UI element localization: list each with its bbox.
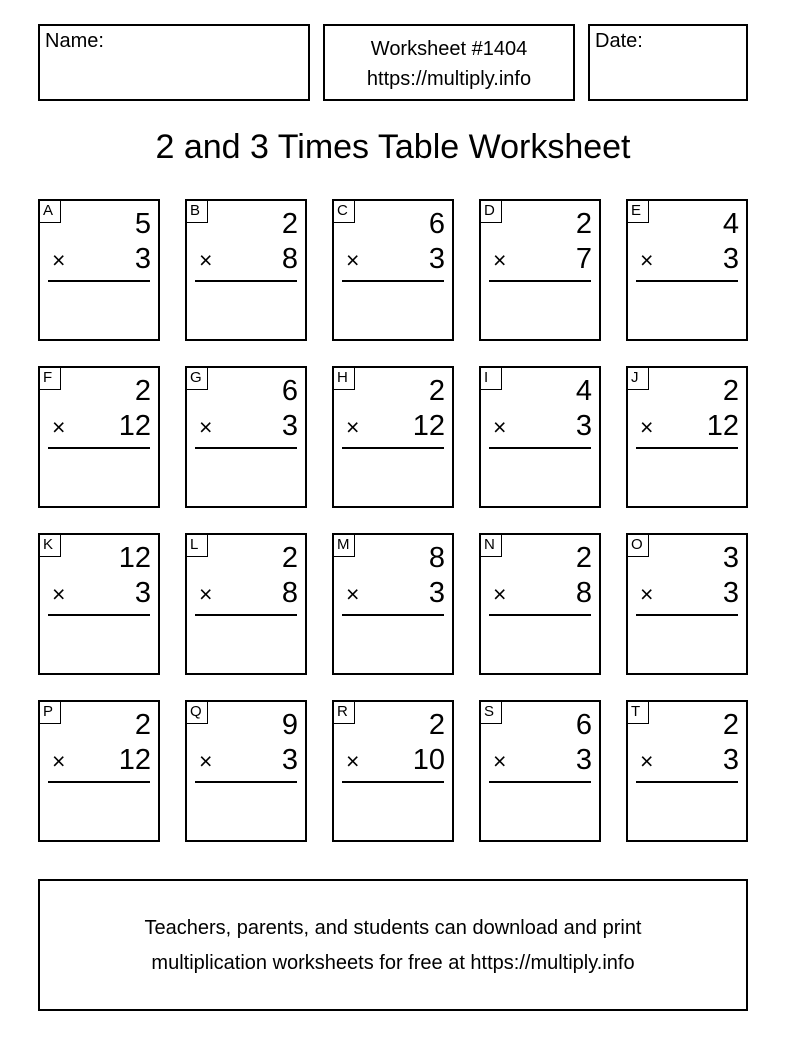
multiplier: 3	[134, 243, 151, 275]
multiplicand: 2	[722, 709, 739, 741]
problem-card[interactable]	[479, 366, 601, 508]
multiply-sign-icon: ×	[52, 581, 66, 607]
multiplier: 12	[706, 410, 739, 442]
problem-letter: L	[187, 535, 208, 557]
answer-line	[48, 280, 150, 282]
multiplicand: 6	[575, 709, 592, 741]
worksheet-number: Worksheet #1404	[370, 38, 528, 60]
problem-card[interactable]	[332, 533, 454, 675]
problem-card[interactable]	[332, 199, 454, 341]
problem-card[interactable]	[185, 533, 307, 675]
answer-line	[636, 781, 738, 783]
name-label: Name:	[45, 30, 104, 52]
multiplicand: 3	[722, 542, 739, 574]
answer-line	[636, 614, 738, 616]
multiplicand: 2	[575, 542, 592, 574]
multiplicand: 8	[428, 542, 445, 574]
multiplier: 3	[722, 243, 739, 275]
multiplier: 12	[118, 744, 151, 776]
answer-line	[489, 614, 591, 616]
answer-line	[342, 781, 444, 783]
multiply-sign-icon: ×	[493, 414, 507, 440]
problem-letter: B	[187, 201, 208, 223]
multiply-sign-icon: ×	[493, 247, 507, 273]
problem-card[interactable]	[38, 700, 160, 842]
multiply-sign-icon: ×	[346, 414, 360, 440]
problem-card[interactable]	[626, 700, 748, 842]
problem-card[interactable]	[479, 533, 601, 675]
multiplicand: 2	[722, 375, 739, 407]
multiplicand: 4	[722, 208, 739, 240]
problem-card[interactable]	[185, 700, 307, 842]
problem-card[interactable]	[185, 366, 307, 508]
multiplier: 8	[281, 577, 298, 609]
problem-letter: M	[334, 535, 355, 557]
problem-letter: C	[334, 201, 355, 223]
problem-letter: K	[40, 535, 61, 557]
problem-letter: R	[334, 702, 355, 724]
multiplicand: 2	[281, 542, 298, 574]
problem-card[interactable]	[332, 700, 454, 842]
name-field[interactable]	[38, 24, 310, 101]
date-field[interactable]	[588, 24, 748, 101]
multiply-sign-icon: ×	[493, 748, 507, 774]
worksheet-info-box	[323, 24, 575, 101]
multiplicand: 2	[428, 709, 445, 741]
problem-letter: Q	[187, 702, 208, 724]
multiply-sign-icon: ×	[199, 247, 213, 273]
problem-letter: E	[628, 201, 649, 223]
multiplier: 12	[412, 410, 445, 442]
problem-letter: H	[334, 368, 355, 390]
page-title: 2 and 3 Times Table Worksheet	[155, 128, 631, 166]
multiplier: 3	[575, 410, 592, 442]
multiplier: 3	[428, 577, 445, 609]
answer-line	[48, 781, 150, 783]
multiply-sign-icon: ×	[199, 748, 213, 774]
multiply-sign-icon: ×	[346, 748, 360, 774]
multiply-sign-icon: ×	[52, 414, 66, 440]
multiplicand: 2	[134, 709, 151, 741]
problem-letter: D	[481, 201, 502, 223]
problem-card[interactable]	[626, 366, 748, 508]
problem-letter: P	[40, 702, 61, 724]
footer-box	[38, 879, 748, 1011]
multiplicand: 2	[575, 208, 592, 240]
multiply-sign-icon: ×	[52, 247, 66, 273]
multiplier: 3	[575, 744, 592, 776]
multiplier: 3	[281, 744, 298, 776]
problem-letter: T	[628, 702, 649, 724]
multiplier: 7	[575, 243, 592, 275]
date-label: Date:	[595, 30, 643, 52]
multiply-sign-icon: ×	[346, 247, 360, 273]
multiplier: 8	[575, 577, 592, 609]
problem-card[interactable]	[185, 199, 307, 341]
answer-line	[342, 447, 444, 449]
multiplicand: 2	[134, 375, 151, 407]
multiplier: 10	[412, 744, 445, 776]
multiplier: 3	[722, 577, 739, 609]
problem-card[interactable]	[479, 199, 601, 341]
answer-line	[636, 447, 738, 449]
problem-letter: J	[628, 368, 649, 390]
multiply-sign-icon: ×	[640, 414, 654, 440]
multiplier: 8	[281, 243, 298, 275]
problem-letter: A	[40, 201, 61, 223]
problem-letter: N	[481, 535, 502, 557]
footer-line-2: multiplication worksheets for free at https://multiply.info	[151, 952, 635, 974]
problem-card[interactable]	[38, 533, 160, 675]
multiplier: 3	[134, 577, 151, 609]
answer-line	[195, 781, 297, 783]
answer-line	[195, 280, 297, 282]
problem-letter: S	[481, 702, 502, 724]
multiply-sign-icon: ×	[640, 247, 654, 273]
problem-card[interactable]	[38, 199, 160, 341]
answer-line	[195, 614, 297, 616]
problem-card[interactable]	[332, 366, 454, 508]
answer-line	[636, 280, 738, 282]
answer-line	[489, 280, 591, 282]
multiply-sign-icon: ×	[199, 581, 213, 607]
multiply-sign-icon: ×	[199, 414, 213, 440]
answer-line	[342, 280, 444, 282]
multiplicand: 12	[118, 542, 151, 574]
multiplicand: 2	[428, 375, 445, 407]
multiply-sign-icon: ×	[346, 581, 360, 607]
footer-line-1: Teachers, parents, and students can download and print	[144, 917, 642, 939]
answer-line	[195, 447, 297, 449]
multiplicand: 6	[428, 208, 445, 240]
problem-letter: G	[187, 368, 208, 390]
multiplicand: 2	[281, 208, 298, 240]
multiplier: 3	[428, 243, 445, 275]
multiplier: 12	[118, 410, 151, 442]
multiply-sign-icon: ×	[493, 581, 507, 607]
answer-line	[489, 781, 591, 783]
multiplicand: 6	[281, 375, 298, 407]
multiplicand: 4	[575, 375, 592, 407]
multiplier: 3	[722, 744, 739, 776]
multiplicand: 9	[281, 709, 298, 741]
multiply-sign-icon: ×	[640, 581, 654, 607]
answer-line	[48, 447, 150, 449]
problem-letter: O	[628, 535, 649, 557]
problem-card[interactable]	[38, 366, 160, 508]
problem-card[interactable]	[626, 199, 748, 341]
problem-letter: F	[40, 368, 61, 390]
answer-line	[48, 614, 150, 616]
multiplier: 3	[281, 410, 298, 442]
problem-card[interactable]	[626, 533, 748, 675]
answer-line	[342, 614, 444, 616]
multiplicand: 5	[134, 208, 151, 240]
answer-line	[489, 447, 591, 449]
problem-letter: I	[481, 368, 502, 390]
worksheet-url: https://multiply.info	[366, 68, 532, 90]
problem-card[interactable]	[479, 700, 601, 842]
multiply-sign-icon: ×	[52, 748, 66, 774]
multiply-sign-icon: ×	[640, 748, 654, 774]
